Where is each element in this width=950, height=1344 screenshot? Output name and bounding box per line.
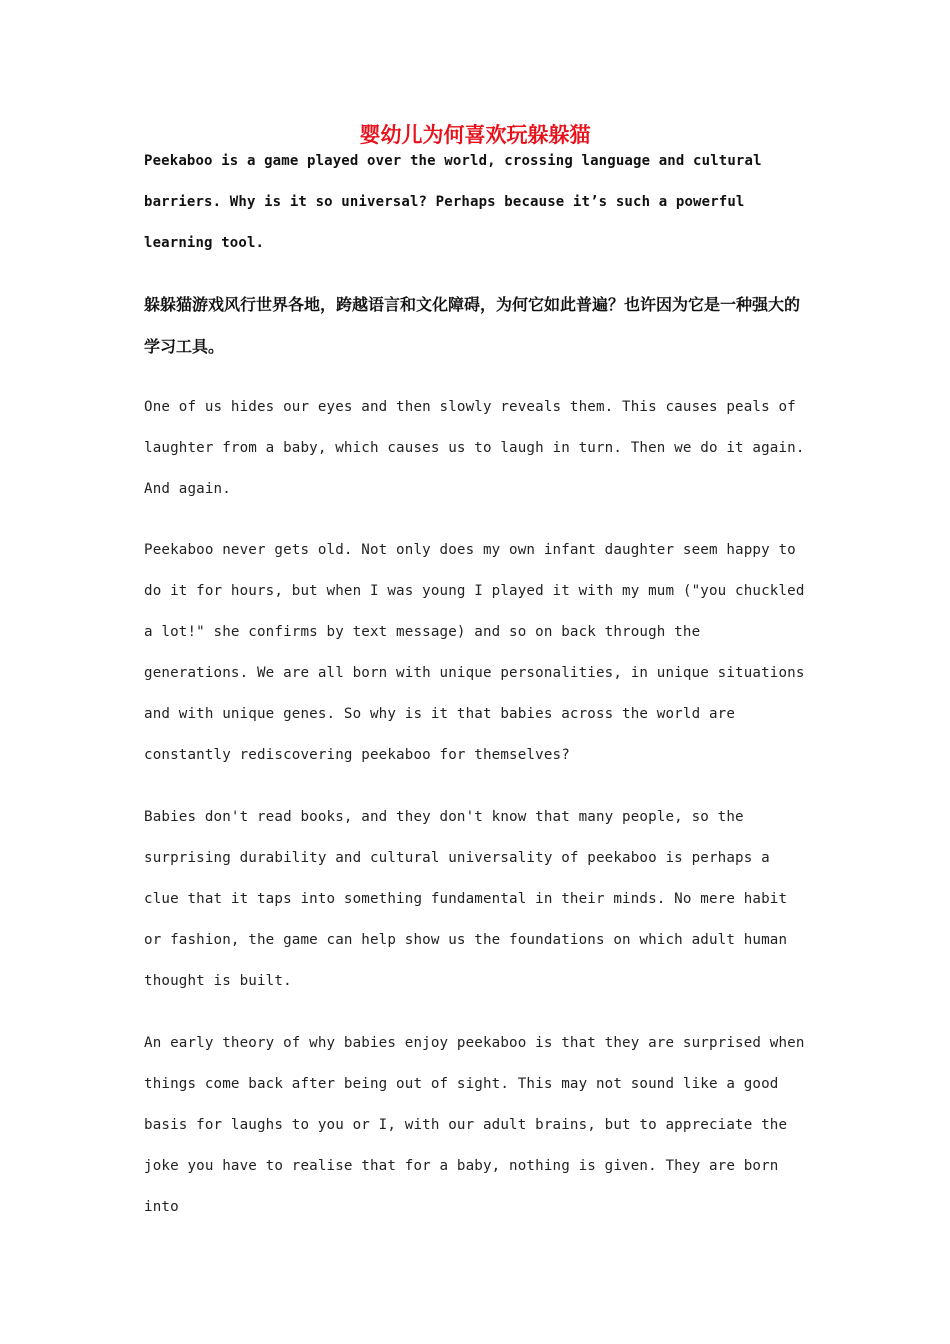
body-paragraph-1: One of us hides our eyes and then slowly reveals them. This causes peals of laughter from a baby, which causes us to laugh in turn. Then we do it again. And again. xyxy=(144,399,805,497)
body-paragraph-2: Peekaboo never gets old. Not only does my own infant daughter seem happy to do it for hours, but when I was young I played it with my mum ("you chuckled a lot!" she confirms by text message) and so on back through the generations. We are all born with unique personalities, in unique situations and with unique genes. So why is it that babies across the world are constantly rediscovering peekaboo for themselves? xyxy=(144,542,805,763)
intro-chinese-paragraph: 躲躲猫游戏风行世界各地，跨越语言和文化障碍，为何它如此普遍？也许因为它是一种强大的学习工具。 xyxy=(144,295,801,356)
body-paragraph-4: An early theory of why babies enjoy peekaboo is that they are surprised when things come back after being out of sight. This may not sound like a good basis for laughs to you or I, with our adult brains, but to appreciate the joke you have to realise that for a baby, nothing is given. They are born into xyxy=(144,1035,805,1215)
body-paragraph-3: Babies don't read books, and they don't know that many people, so the surprising durability and cultural universality of peekaboo is perhaps a clue that it taps into something fundamental in their minds. No mere habit or fashion, the game can help show us the foundations on which adult human thought is built. xyxy=(144,809,788,989)
document-title: 婴幼儿为何喜欢玩躲躲猫 xyxy=(359,123,591,147)
intro-english-paragraph: Peekaboo is a game played over the world, crossing language and cultural barriers. Why is it so universal? Perhaps because it’s such a powerful learning tool. xyxy=(144,153,762,251)
